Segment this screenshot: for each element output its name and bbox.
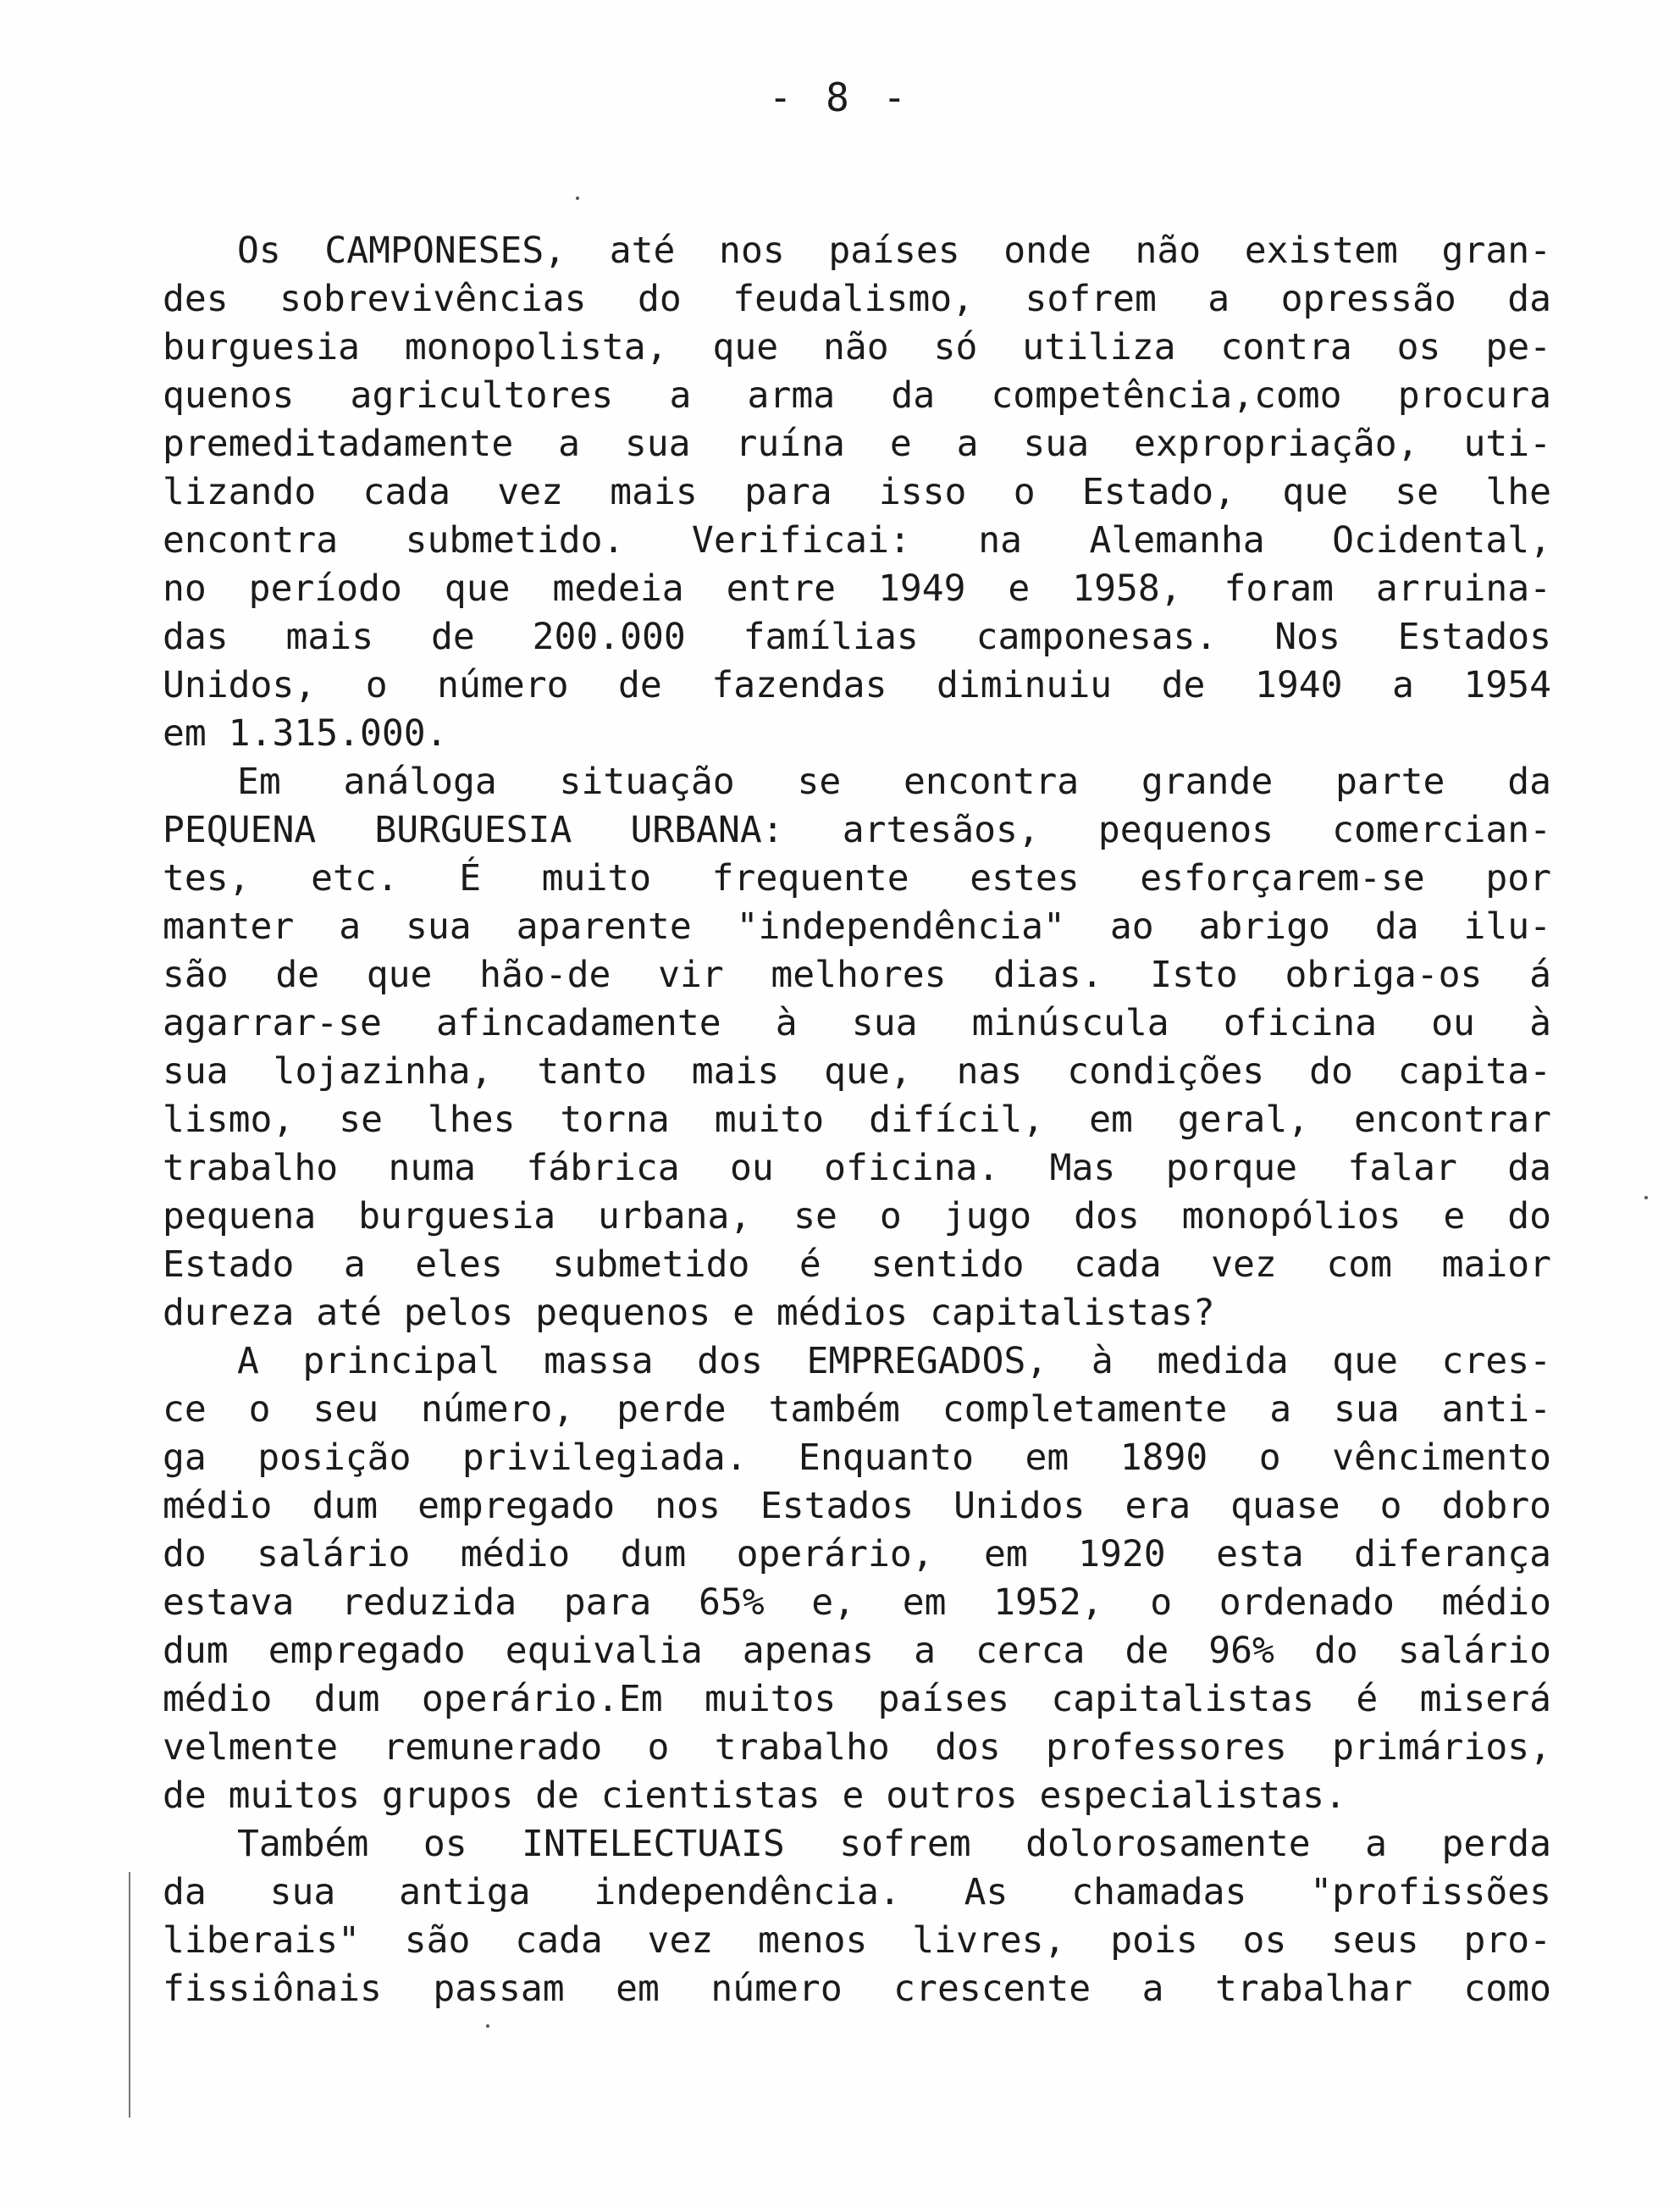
text-line: sua lojazinha, tanto mais que, nas condições do capita- [163,1050,1551,1093]
text-line: médio dum operário.Em muitos países capitalistas é miserá [163,1678,1551,1720]
text-line: dum empregado equivalia apenas a cerca de 96% do salário [163,1630,1551,1672]
text-line: lizando cada vez mais para isso o Estado, que se lhe [163,471,1551,513]
text-line: no período que medeia entre 1949 e 1958, foram arruina- [163,567,1551,610]
text-line: são de que hão-de vir melhores dias. Isto obriga-os á [163,954,1551,996]
text-line: do salário médio dum operário, em 1920 esta diferança [163,1533,1551,1575]
text-line: estava reduzida para 65% e, em 1952, o ordenado médio [163,1581,1551,1624]
text-line: manter a sua aparente "independência" ao abrigo da ilu- [163,905,1551,948]
text-line: A principal massa dos EMPREGADOS, à medida que cres- [237,1340,1551,1382]
text-line: trabalho numa fábrica ou oficina. Mas porque falar da [163,1147,1551,1189]
page-number: - 8 - [768,75,912,120]
text-line: pequena burguesia urbana, se o jugo dos monopólios e do [163,1195,1551,1237]
ink-speck [576,197,579,200]
margin-pencil-mark [129,1872,130,2118]
ink-speck [486,2024,489,2028]
text-line: ce o seu número, perde também completamente a sua anti- [163,1388,1551,1431]
text-line: de muitos grupos de cientistas e outros especialistas. [163,1774,1346,1817]
text-line: velmente remunerado o trabalho dos professores primários, [163,1726,1551,1769]
text-line: médio dum empregado nos Estados Unidos era quase o dobro [163,1485,1551,1527]
text-line: premeditadamente a sua ruína e a sua expropriação, uti- [163,423,1551,465]
paragraph-empregados [163,1337,1568,1820]
ink-speck [1644,1196,1648,1199]
paragraph-pequena-burguesia [163,758,1568,1337]
text-line: Em análoga situação se encontra grande parte da [237,761,1551,803]
text-line: das mais de 200.000 famílias camponesas. Nos Estados [163,616,1551,658]
text-line: Também os INTELECTUAIS sofrem dolorosamente a perda [237,1823,1551,1865]
text-line: burguesia monopolista, que não só utiliza contra os pe- [163,326,1551,368]
text-line: Unidos, o número de fazendas diminuiu de 1940 a 1954 [163,664,1551,706]
text-line: Estado a eles submetido é sentido cada vez com maior [163,1243,1551,1286]
text-line: encontra submetido. Verificai: na Alemanha Ocidental, [163,519,1551,562]
text-line: tes, etc. É muito frequente estes esforçarem-se por [163,857,1551,900]
text-line: da sua antiga independência. As chamadas "profissões [163,1871,1551,1913]
text-line: agarrar-se afincadamente à sua minúscula oficina ou à [163,1002,1551,1044]
text-line: liberais" são cada vez menos livres, pois os seus pro- [163,1919,1551,1962]
paragraph-intelectuais [163,1820,1568,2013]
text-line: em 1.315.000. [163,712,448,755]
text-line: des sobrevivências do feudalismo, sofrem a opressão da [163,278,1551,320]
text-line: quenos agricultores a arma da competência,como procura [163,374,1551,417]
text-line: ga posição privilegiada. Enquanto em 1890 o vêncimento [163,1437,1551,1479]
body-text [163,227,1568,2013]
text-line: fissiônais passam em número crescente a trabalhar como [163,1968,1551,2010]
paragraph-camponeses [163,227,1568,758]
text-line: dureza até pelos pequenos e médios capitalistas? [163,1292,1215,1334]
text-line: Os CAMPONESES, até nos países onde não existem gran- [237,230,1551,272]
text-line: lismo, se lhes torna muito difícil, em geral, encontrar [163,1099,1551,1141]
text-line: PEQUENA BURGUESIA URBANA: artesãos, pequenos comercian- [163,809,1551,851]
